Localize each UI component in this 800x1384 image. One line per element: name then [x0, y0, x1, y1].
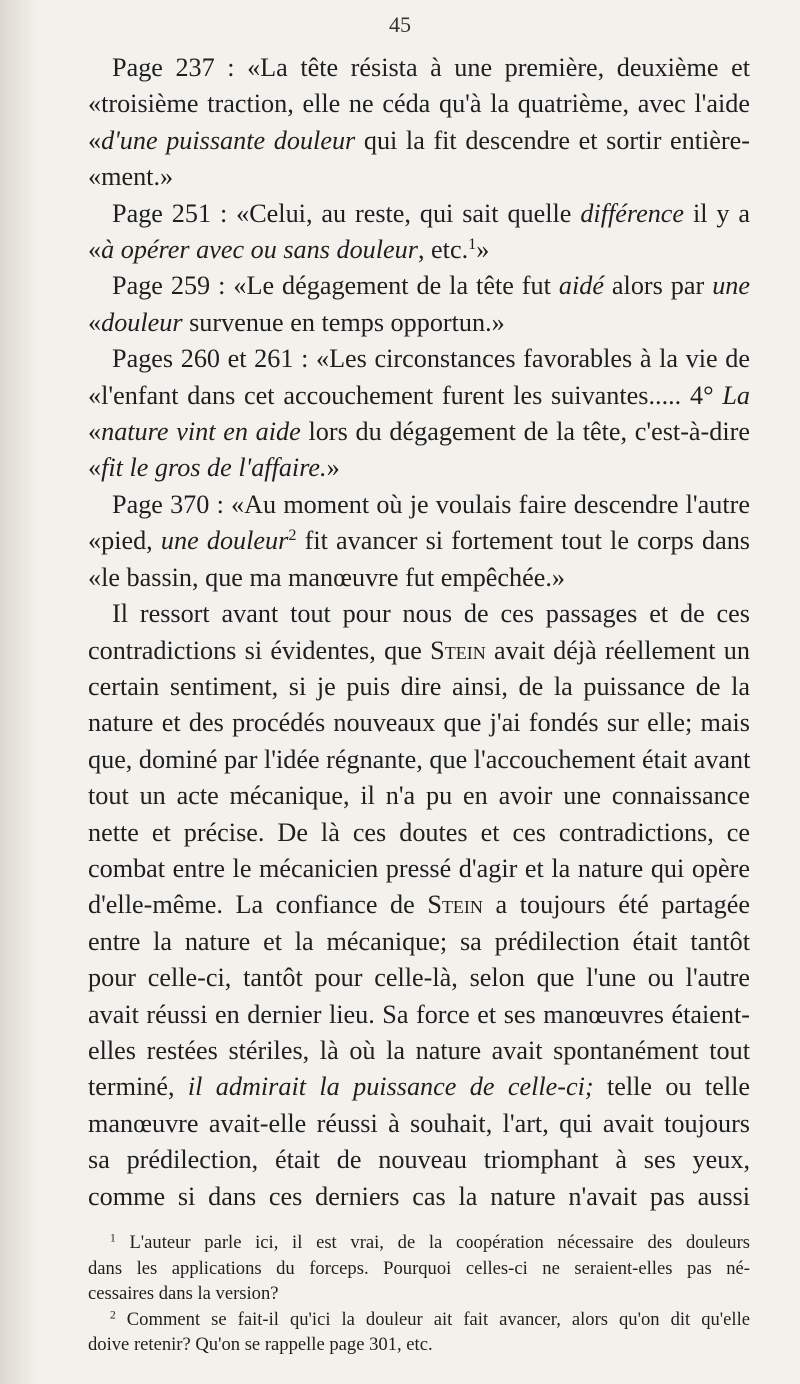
paragraph	[88, 487, 750, 596]
text-run: avait déjà réellement un	[485, 635, 750, 665]
text-run: »	[476, 235, 490, 265]
text-run: »	[326, 453, 340, 483]
text-run: Stein	[427, 890, 483, 920]
text-run: «ment.»	[88, 162, 174, 192]
text-run: d'elle-même. La confiance de	[88, 890, 428, 920]
text-run: nette et précise. De là ces doutes et ces contradictions, ce	[88, 817, 750, 847]
text-line	[88, 523, 750, 559]
text-run: nature et des procédés nouveaux que j'ai fondés sur elle; mais	[88, 708, 750, 738]
paragraph	[88, 268, 750, 341]
text-line	[88, 596, 750, 632]
text-run: cessaires dans la version?	[88, 1283, 279, 1304]
text-line	[88, 1069, 750, 1105]
text-run: nature vint en aide	[101, 417, 301, 447]
text-run: , etc.	[417, 235, 469, 265]
text-run: manœuvre avait-elle réussi à souhait, l'art, qui avait toujours	[88, 1108, 750, 1138]
paragraph	[88, 196, 750, 269]
text-line	[88, 887, 750, 923]
text-run: une	[712, 271, 750, 301]
main-text	[88, 50, 750, 1215]
text-run: fit avancer si fortement tout le corps dans	[296, 526, 750, 556]
text-run: Page 237 : «La tête résista à une première, deuxième et	[112, 53, 750, 82]
text-run: «le bassin, que ma manœuvre fut empêchée.»	[88, 562, 566, 592]
text-run: Il ressort avant tout pour nous de ces passages et de ces	[112, 599, 750, 629]
text-run: telle ou telle	[593, 1072, 750, 1102]
text-run: «	[88, 417, 102, 447]
text-line	[88, 305, 750, 341]
text-line	[88, 742, 750, 778]
text-run: «	[88, 125, 102, 155]
footnote-line	[88, 1230, 750, 1256]
text-line	[88, 414, 750, 450]
paragraph	[88, 596, 750, 1215]
text-run: qui la fit descendre et sortir entière-	[355, 125, 750, 155]
text-run: contradictions si évidentes, que	[88, 635, 431, 665]
text-line	[88, 1033, 750, 1069]
footnote-marker: 1	[468, 235, 477, 254]
text-run: elles restées stériles, là où la nature avait spontanément tout	[88, 1035, 750, 1065]
text-run: comme si dans ces derniers cas la nature n'avait pas aussi	[88, 1181, 750, 1211]
text-run: sa prédilection, était de nouveau triomphant à ses yeux,	[88, 1145, 750, 1175]
text-run: La	[722, 380, 750, 410]
text-run: d'une puissante douleur	[101, 125, 356, 155]
footnote-line	[88, 1332, 750, 1358]
footnote-marker: 2	[288, 526, 297, 545]
text-run: entre la nature et la mécanique; sa prédilection était tantôt	[88, 926, 750, 956]
text-line	[88, 378, 750, 414]
text-run: différence	[580, 198, 685, 228]
text-line	[88, 960, 750, 996]
footnote-line	[88, 1307, 750, 1333]
text-run: lors du dégagement de la tête, c'est-à-dire	[300, 417, 750, 447]
footnote	[88, 1230, 750, 1307]
text-run: douleur	[101, 307, 183, 337]
text-line	[88, 705, 750, 741]
text-line	[88, 633, 750, 669]
text-line	[88, 778, 750, 814]
text-run: à opérer avec ou sans douleur	[101, 235, 418, 265]
text-line	[88, 487, 750, 523]
footnote-line	[88, 1256, 750, 1282]
text-line	[88, 50, 750, 86]
footnotes	[88, 1230, 750, 1358]
text-line	[88, 450, 750, 486]
text-run: Page 259 : «Le dégagement de la tête fut	[112, 271, 559, 301]
text-line	[88, 669, 750, 705]
text-line	[88, 232, 750, 268]
footnote-marker: 1	[110, 1232, 116, 1245]
text-run: tout un acte mécanique, il n'a pu en avoir une connaissance	[88, 781, 750, 811]
text-run: Stein	[430, 635, 486, 665]
text-run: fit le gros de l'affaire.	[101, 453, 327, 483]
text-run: Pages 260 et 261 : «Les circonstances favorables à la vie de	[112, 344, 750, 374]
text-run: il admirait la puissance de celle-ci;	[187, 1072, 594, 1102]
text-run: alors par	[603, 271, 713, 301]
text-line	[88, 924, 750, 960]
text-run: que, dominé par l'idée régnante, que l'accouchement était avant	[88, 744, 751, 774]
page-number: 45	[389, 12, 411, 37]
text-run: «	[88, 235, 102, 265]
text-run: pour celle-ci, tantôt pour celle-là, selon que l'une ou l'autre	[88, 963, 750, 993]
text-line	[88, 1179, 750, 1215]
text-line	[88, 268, 750, 304]
text-run: Page 251 : «Celui, au reste, qui sait quelle	[112, 198, 581, 228]
text-run: dans les applications du forceps. Pourquoi celles-ci ne seraient-elles pas né-	[88, 1257, 750, 1279]
paragraph	[88, 50, 750, 196]
text-line	[88, 1142, 750, 1178]
text-line	[88, 196, 750, 232]
text-run: certain sentiment, si je puis dire ainsi, de la puissance de la	[88, 671, 750, 701]
text-run: Comment se fait-il qu'ici la douleur ait fait avancer, alors qu'on dit qu'elle	[115, 1308, 750, 1330]
paragraph	[88, 341, 750, 487]
text-run: a toujours été partagée	[482, 890, 750, 920]
footnote	[88, 1307, 750, 1358]
text-run: aidé	[558, 271, 604, 301]
text-line	[88, 159, 750, 195]
text-run: «	[88, 453, 102, 483]
text-run: survenue en temps opportun.»	[182, 307, 505, 337]
text-line	[88, 341, 750, 377]
text-line	[88, 560, 750, 596]
text-line	[88, 123, 750, 159]
text-run: terminé,	[88, 1072, 188, 1102]
text-run: L'auteur parle ici, il est vrai, de la coopération nécessaire des douleurs	[115, 1232, 750, 1253]
text-run: une douleur	[160, 526, 289, 556]
text-line	[88, 997, 750, 1033]
text-line	[88, 86, 750, 122]
text-run: «	[88, 307, 102, 337]
text-run: il y a	[684, 198, 750, 228]
text-run: «l'enfant dans cet accouchement furent les suivantes..... 4°	[88, 380, 723, 410]
text-run: avait réussi en dernier lieu. Sa force et ses manœuvres étaient-	[88, 999, 750, 1029]
text-line	[88, 1106, 750, 1142]
text-run: «pied,	[88, 526, 161, 556]
text-run: Page 370 : «Au moment où je voulais faire descendre l'autre	[112, 489, 750, 519]
text-run: «troisième traction, elle ne céda qu'à la quatrième, avec l'aide	[88, 89, 750, 119]
text-line	[88, 851, 750, 887]
footnote-line	[88, 1281, 750, 1307]
text-line	[88, 815, 750, 851]
footnote-marker: 2	[110, 1309, 116, 1322]
text-run: doive retenir? Qu'on se rappelle page 301, etc.	[88, 1334, 433, 1355]
text-run: combat entre le mécanicien pressé d'agir et la nature qui opère	[88, 853, 750, 883]
